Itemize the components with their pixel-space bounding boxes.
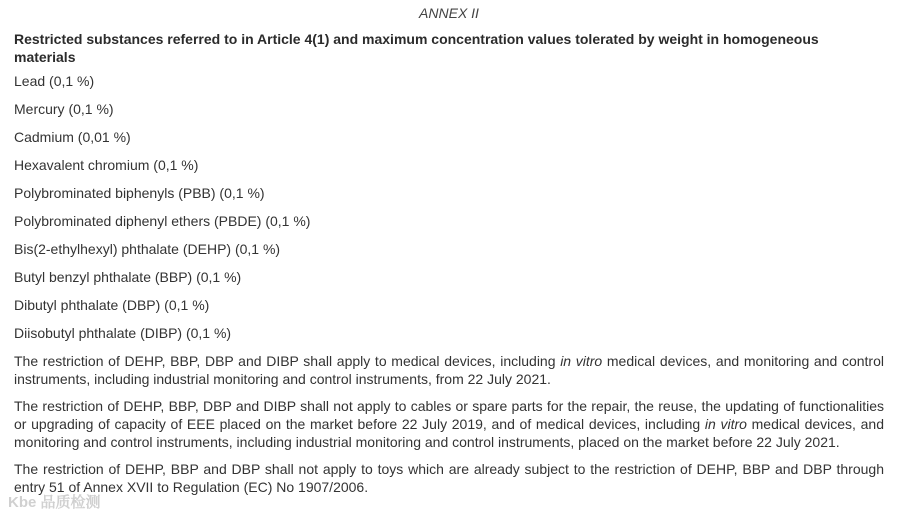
annex-title: ANNEX II xyxy=(419,5,479,21)
note-text: medical devices, and monitoring and control instruments, including industrial monitoring and control instruments, from 22 July 2021. xyxy=(14,353,884,387)
note-toys-exemption: The restriction of DEHP, BBP and DBP shall not apply to toys which are already subject to the restriction of DEHP, BBP and DBP through entry 51 of Annex XVII to Regulation (EC) No 1907/2006. xyxy=(14,461,884,495)
substance-item-pbde: Polybrominated diphenyl ethers (PBDE) (0,1 %) xyxy=(14,213,311,229)
substance-item-mercury: Mercury (0,1 %) xyxy=(14,101,114,117)
note-emphasis: in vitro xyxy=(704,416,747,432)
note-emphasis: in vitro xyxy=(560,353,603,369)
substance-item-cadmium: Cadmium (0,01 %) xyxy=(14,129,131,145)
note-medical-devices-application xyxy=(14,352,884,388)
note-cables-spare-parts-exemption xyxy=(14,397,884,451)
section-heading: Restricted substances referred to in Article 4(1) and maximum concentration values tolerated by weight in homogeneous materials xyxy=(14,31,819,65)
substance-item-bbp: Butyl benzyl phthalate (BBP) (0,1 %) xyxy=(14,269,242,285)
substance-list xyxy=(14,72,884,342)
substance-item-dbp: Dibutyl phthalate (DBP) (0,1 %) xyxy=(14,297,210,313)
note-text: The restriction of DEHP, BBP, DBP and DIBP shall apply to medical devices, including xyxy=(14,353,561,369)
substance-item-lead: Lead (0,1 %) xyxy=(14,73,95,89)
note-text: The restriction of DEHP, BBP, DBP and DIBP shall not apply to cables or spare parts for the repair, the reuse, the updating of functionalities or upgrading of capacity of EEE placed on the market before 22 July 2019, and of medical devices, including xyxy=(14,398,884,432)
annex-document xyxy=(14,0,884,505)
substance-item-pbb: Polybrominated biphenyls (PBB) (0,1 %) xyxy=(14,185,265,201)
note-text: medical devices, and monitoring and control instruments, including industrial monitoring and control instruments, placed on the market before 22 July 2021. xyxy=(14,416,884,450)
substance-item-hexavalent-chromium: Hexavalent chromium (0,1 %) xyxy=(14,157,199,173)
substance-item-dibp: Diisobutyl phthalate (DIBP) (0,1 %) xyxy=(14,325,232,341)
watermark: Kbe 品质检测 xyxy=(8,494,101,511)
substance-item-dehp: Bis(2-ethylhexyl) phthalate (DEHP) (0,1 %) xyxy=(14,241,281,257)
